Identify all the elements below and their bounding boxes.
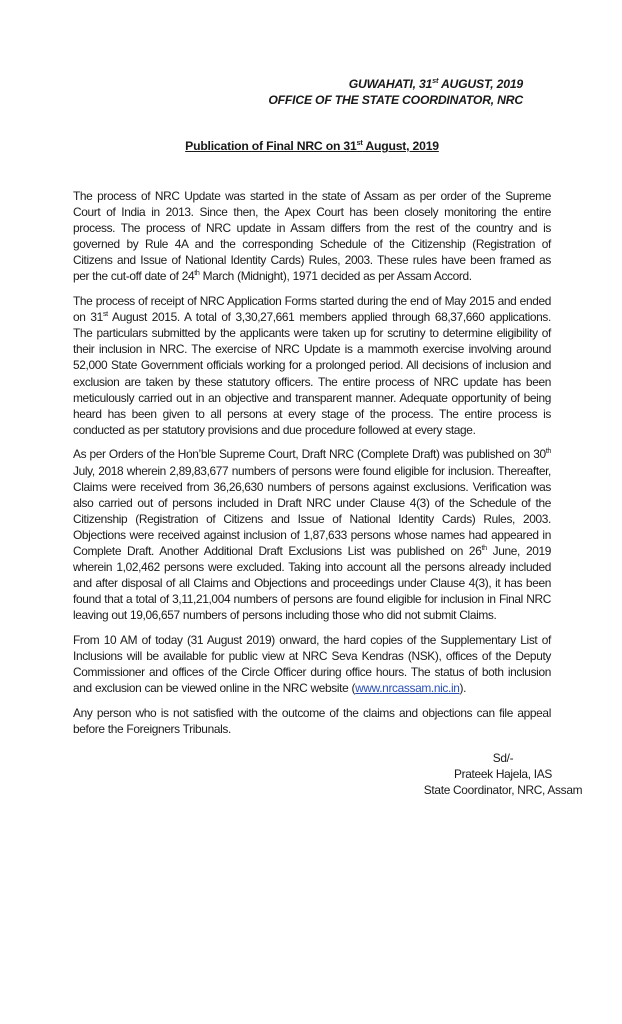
document-header <box>268 76 523 108</box>
paragraph-3: As per Orders of the Hon’ble Supreme Court, Draft NRC (Complete Draft) was published on 30th July, 2018 wherein 2,89,83,677 numbers of persons were found eligible for inclusion. Thereafter, Claims were received from 36,26,630 numbers of persons against exclusions. Verification was also carried out of persons included in Draft NRC under Clause 4(3) of the Schedule of the Citizenship (Registration of Citizens and Issue of National Identity Cards) Rules, 2003. Objections were received against inclusion of 1,87,633 persons whose names had appeared in Complete Draft. Another Additional Draft Exclusions List was published on 26th June, 2019 wherein 1,02,462 persons were excluded. Taking into account all the persons already included and after disposal of all Claims and Objections and proceedings under Clause 4(3), it has been found that a total of 3,11,21,004 numbers of persons are found eligible for inclusion in Final NRC leaving out 19,06,657 numbers of persons including those who did not submit Claims. <box>73 447 551 623</box>
signatory-designation: State Coordinator, NRC, Assam <box>423 783 583 797</box>
signature-sd: Sd/- <box>492 751 514 765</box>
paragraph-2: The process of receipt of NRC Application Forms started during the end of May 2015 and ended on 31st August 2015. A total of 3,30,27,661 members applied through 68,37,660 applications. The particulars submitted by the applicants were taken up for scrutiny to determine eligibility of their inclusion in NRC. The exercise of NRC Update is a mammoth exercise involving around 52,000 State Government officials working for a prolonged period. All decisions of inclusion and exclusion are taken by these statutory officers. The entire process of NRC update has been meticulously carried out in an objective and transparent manner. Adequate opportunity of being heard has been given to all persons at every stage of the process. The entire process is conducted as per statutory provisions and due procedure followed at every stage. <box>73 294 551 437</box>
paragraph-1: The process of NRC Update was started in the state of Assam as per order of the Supreme Court of India in 2013. Since then, the Apex Court has been closely monitoring the entire process. The process of NRC update in Assam differs from the rest of the country and is governed by Rule 4A and the corresponding Schedule of the Citizenship (Registration of Citizens and Issue of National Identity Cards) Rules, 2003. These rules have been framed as per the cut-off date of 24th March (Midnight), 1971 decided as per Assam Accord. <box>73 189 551 284</box>
office-line: OFFICE OF THE STATE COORDINATOR, NRC <box>268 93 523 107</box>
signatory-name: Prateek Hajela, IAS <box>453 767 553 781</box>
document-title: Publication of Final NRC on 31st August, 2019 <box>185 137 439 153</box>
paragraph-4: From 10 AM of today (31 August 2019) onward, the hard copies of the Supplementary List of Inclusions will be available for public view at NRC Seva Kendras (NSK), offices of the Deputy Commissioner and offices of the Circle Officer during office hours. The status of both inclusion and exclusion can be viewed online in the NRC website (www.nrcassam.nic.in). <box>73 632 551 696</box>
signature-block <box>403 750 603 798</box>
paragraph-5: Any person who is not satisfied with the outcome of the claims and objections can file appeal before the Foreigners Tribunals. <box>73 705 551 736</box>
place-date-line: GUWAHATI, 31st AUGUST, 2019 <box>348 75 523 91</box>
document-body <box>73 188 551 746</box>
nrc-website-link[interactable]: www.nrcassam.nic.in <box>355 681 460 696</box>
